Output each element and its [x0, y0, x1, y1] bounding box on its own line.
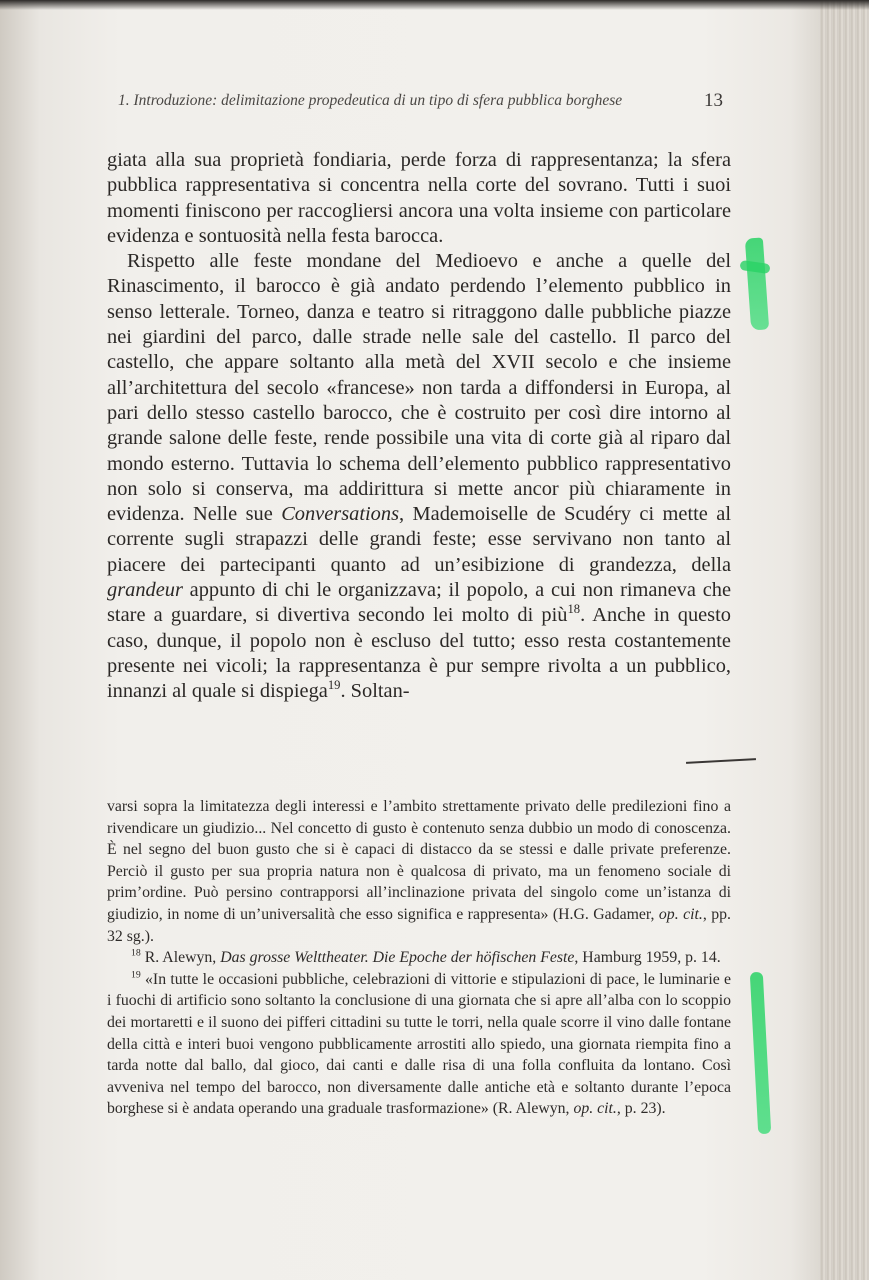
page-number: 13: [704, 90, 723, 111]
footnote-18-number: 18: [131, 947, 141, 959]
footnote-ref-18[interactable]: 18: [567, 602, 581, 617]
footnote-18-publication: , Hamburg 1959, p. 14.: [574, 949, 721, 967]
conversations-title: Conversations: [281, 503, 400, 526]
footnote-cont-text: varsi sopra la limitatezza degli interessi e l’ambito strettamente privato delle predilezioni fino a rivendicare un giudizio... Nel concetto di gusto è contenuto senza dubbio un modo di conoscenza. È nel segno del buon gusto che si è capaci di distacco da se stessi e dalle private preferenze. Perciò il gusto per sua propria natura non è qualcosa di privato, ma un fenomeno sociale di prim’ordine. Può persino contrapporsi all’inclinazione privata del singolo come un’istanza di giudizio, in nome di un’universalità che esso significa e rappresenta» (H.G. Gadamer,: [107, 798, 731, 923]
book-page-edges: [820, 0, 869, 1280]
grandeur-word: grandeur: [107, 579, 183, 602]
footnote-18-author: R. Alewyn,: [140, 949, 221, 967]
paragraph-1: giata alla sua proprietà fondiaria, perde forza di rappresentanza; la sfera pubblica rappresentativa si concentra nella corte del sovrano. Tutti i suoi momenti finiscono per raccogliersi ancora una volta insieme con particolare evidenza e sontuosità nella festa barocca.: [107, 149, 731, 247]
top-shadow: [0, 0, 869, 10]
footnote-ref-19[interactable]: 19: [327, 678, 341, 693]
pen-underline-mark: [686, 758, 756, 764]
footnote-19-opcit: op. cit.: [573, 1100, 617, 1118]
paragraph-2: [107, 249, 731, 704]
green-highlighter-mark-footnote: [750, 972, 771, 1134]
green-highlighter-mark: [745, 237, 769, 330]
footnote-19-quote: «In tutte le occasioni pubbliche, celebrazioni di vittorie e stipulazioni di pace, le luminarie e i fuochi di artificio sono soltanto la conclusione di una giornata che si apre all’alba con lo scoppio dei mortaretti e il suono dei pifferi cittadini su tutte le torri, nella quale scorre il vino dalle fontane della città e interi buoi vengono pubblicamente arrostiti allo spiedo, una giornata riempita fino a tarda notte dal ballo, dal gioco, dai canti e dalle risa di una folla confluita da lontano. Così avveniva nel tempo del barocco, non diversamente dalle antiche età e soltanto durante l’epoca borghese si è andata operando una graduale trasformazione» (R. Alewyn,: [107, 970, 731, 1118]
footnotes: [107, 796, 731, 1120]
paragraph-2-part-a: Rispetto alle feste mondane del Medioevo e anche a quelle del Rinascimento, il barocco è già andato perdendo l’elemento pubblico in senso letterale. Torneo, danza e teatro si ritraggono dalle pubbliche piazze nei giardini del parco, dalle strade nelle sale del castello. Il parco del castello, che appare soltanto alla metà del XVII secolo e che insieme all’architettura del secolo «francese» non tarda a diffondersi in Europa, al pari dello stesso castello barocco, che è costruito per così dire intorno al grande salone delle feste, rende possibile una vita di corte già al riparo dal mondo esterno. Tuttavia lo schema dell’elemento pubblico rappresentativo non solo si conserva, ma addirittura si mette ancor più chiaramente in evidenza. Nelle sue: [107, 250, 731, 526]
footnote-cont-pages: , pp. 32 sg.).: [107, 905, 731, 945]
main-text: [107, 148, 731, 705]
footnote-continuation: [107, 796, 731, 947]
footnote-cont-opcit: op. cit.: [658, 905, 703, 923]
green-highlighter-mark-tick: [739, 260, 770, 274]
footnote-19-number: 19: [131, 969, 141, 981]
running-head: 1. Introduzione: delimitazione propedeutica di un tipo di sfera pubblica borghese: [118, 92, 623, 109]
paragraph-2-part-c: appunto di chi le organizzava; il popolo, a cui non rimaneva che stare a guardare, si divertiva secondo lei molto di più: [107, 579, 731, 627]
footnote-19: [107, 969, 731, 1120]
paragraph-2-part-e: . Soltan-: [340, 680, 410, 703]
footnote-18: [107, 947, 731, 969]
footnote-19-pages: , p. 23).: [616, 1100, 666, 1118]
paragraph-2-part-b: , Mademoiselle de Scudéry ci mette al corrente sugli strapazzi delle grandi feste; esse servivano non tanto al piacere dei partecipanti quanto ad un’esibizione di grandezza, della: [107, 503, 731, 576]
footnote-18-title: Das grosse Welttheater. Die Epoche der höfischen Feste: [220, 949, 575, 967]
paragraph-2-part-d: . Anche in questo caso, dunque, il popolo non è escluso del tutto; esso resta costantemente presente nei vicoli; la rappresentanza è pur sempre rivolta a un pubblico, innanzi al quale si dispiega: [107, 604, 731, 703]
